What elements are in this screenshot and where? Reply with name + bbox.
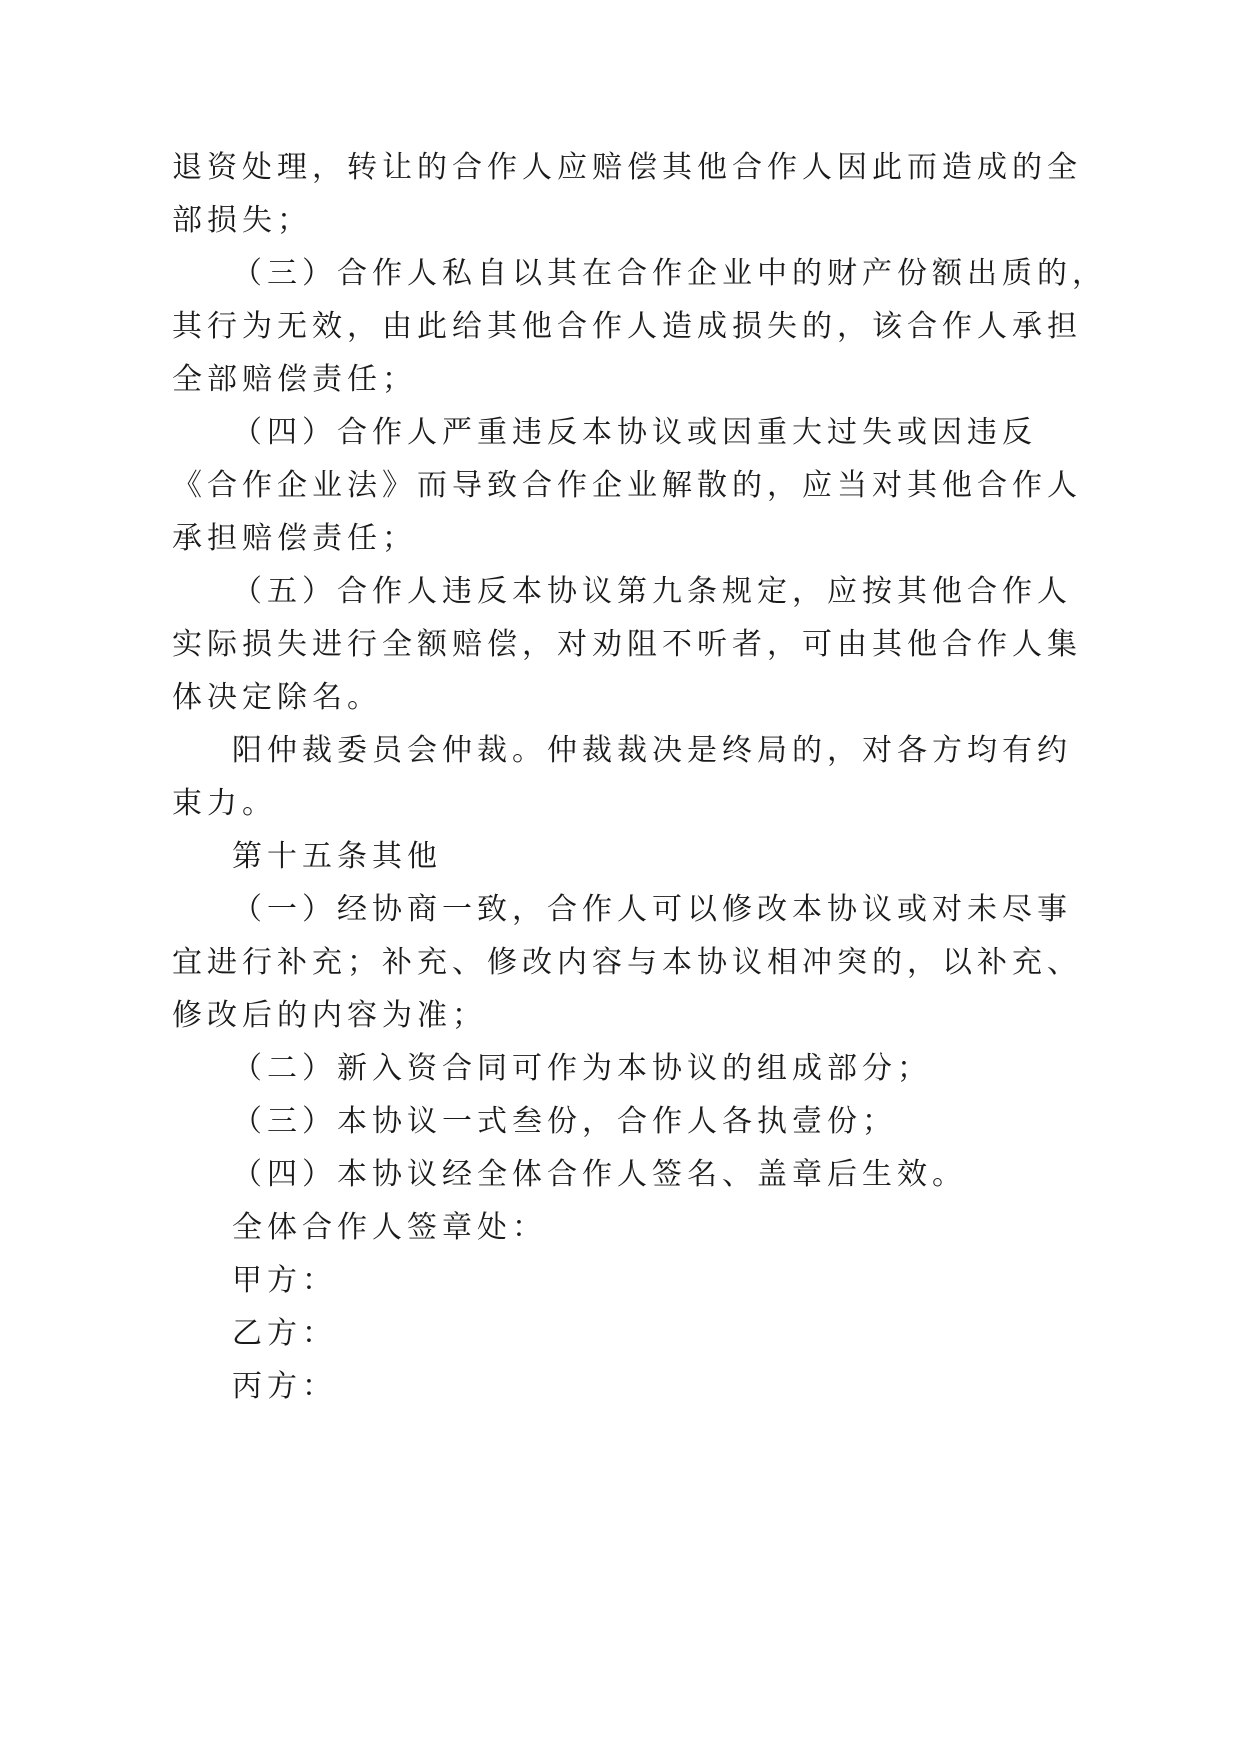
text-line: （四）本协议经全体合作人签名、盖章后生效。 (232, 1157, 967, 1192)
signature-line-party-c: 丙方： (232, 1369, 337, 1404)
signature-line-party-b: 乙方： (232, 1316, 337, 1351)
text-line: 修改后的内容为准； (172, 998, 487, 1033)
text-line: 实际损失进行全额赔偿，对劝阻不听者，可由其他合作人集 (172, 627, 1082, 662)
text-line: 体决定除名。 (172, 680, 382, 715)
text-line: （三）本协议一式叁份，合作人各执壹份； (232, 1104, 897, 1139)
signature-heading: 全体合作人签章处： (232, 1210, 547, 1245)
signature-line-party-a: 甲方： (232, 1263, 337, 1298)
section-heading: 第十五条其他 (232, 839, 442, 874)
text-line: 退资处理，转让的合作人应赔偿其他合作人因此而造成的全 (172, 150, 1082, 185)
text-line: 其行为无效，由此给其他合作人造成损失的，该合作人承担 (172, 309, 1082, 344)
text-line: （五）合作人违反本协议第九条规定，应按其他合作人 (232, 574, 1072, 609)
text-line: （四）合作人严重违反本协议或因重大过失或因违反 (232, 415, 1037, 450)
text-line: （二）新入资合同可作为本协议的组成部分； (232, 1051, 932, 1086)
text-line: 承担赔偿责任； (172, 521, 417, 556)
text-line: 宜进行补充；补充、修改内容与本协议相冲突的，以补充、 (172, 945, 1082, 980)
text-line: 阳仲裁委员会仲裁。仲裁裁决是终局的，对各方均有约 (232, 733, 1072, 768)
text-line: （一）经协商一致，合作人可以修改本协议或对未尽事 (232, 892, 1072, 927)
text-line: 部损失； (172, 203, 312, 238)
text-line: （三）合作人私自以其在合作企业中的财产份额出质的， (232, 256, 1107, 291)
text-line: 《合作企业法》而导致合作企业解散的，应当对其他合作人 (172, 468, 1082, 503)
text-line: 束力。 (172, 786, 277, 821)
text-line: 全部赔偿责任； (172, 362, 417, 397)
